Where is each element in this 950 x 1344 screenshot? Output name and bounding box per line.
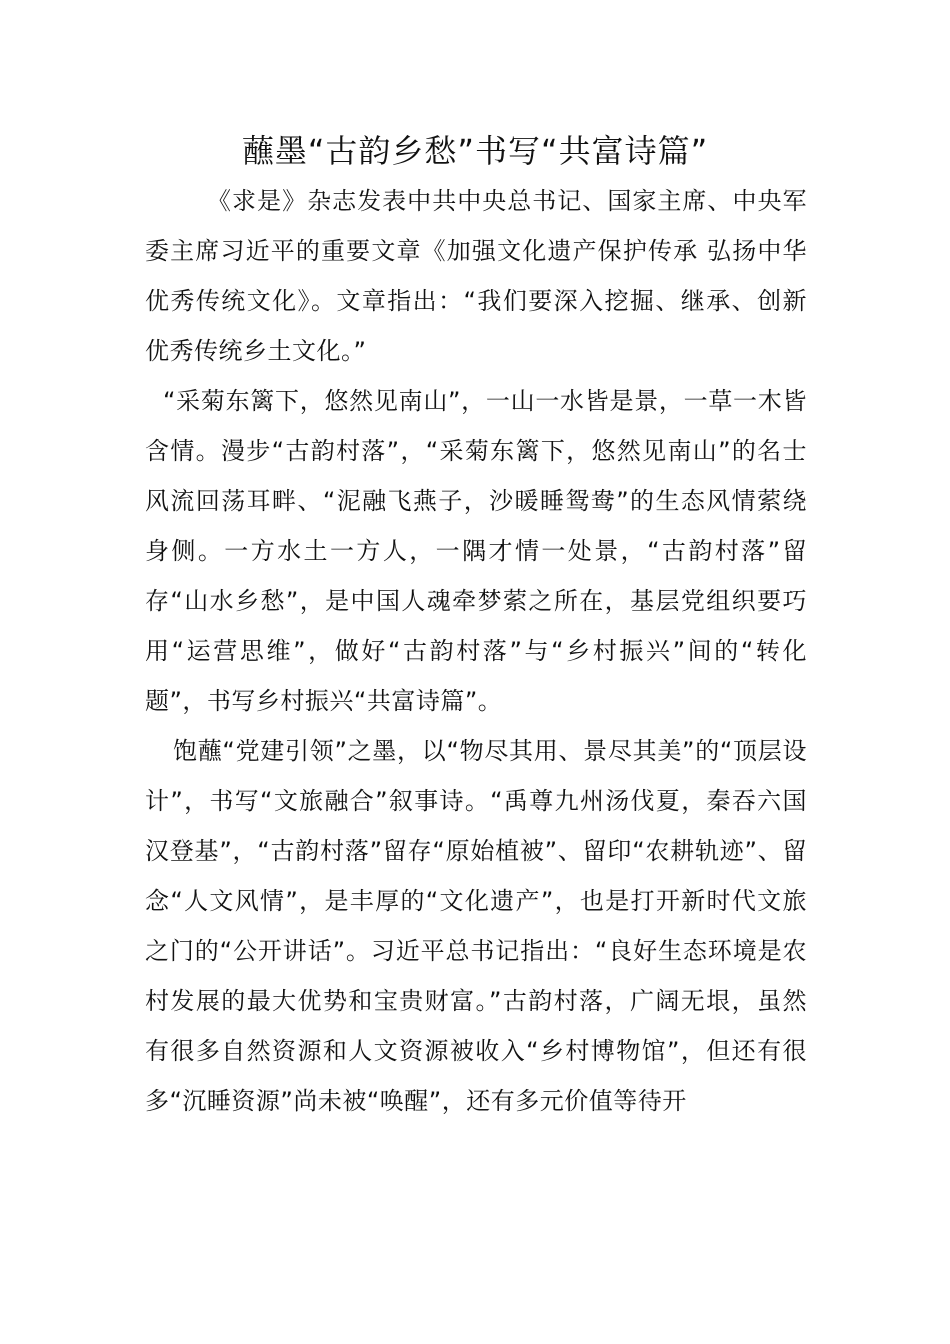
article-body bbox=[145, 176, 807, 1126]
paragraph-intro: 《求是》杂志发表中共中央总书记、国家主席、中央军委主席习近平的重要文章《加强文化遗产保护传承 弘扬中华优秀传统文化》。文章指出：“我们要深入挖掘、继承、创新优秀传统乡土文化。” bbox=[145, 187, 807, 365]
article-title: 蘸墨“古韵乡愁”书写“共富诗篇” bbox=[241, 132, 709, 170]
paragraph-scenery: “采菊东篱下，悠然见南山”，一山一水皆是景，一草一木皆含情。漫步“古韵村落”，“采菊东篱下，悠然见南山”的名士风流回荡耳畔、“泥融飞燕子，沙暖睡鸳鸯”的生态风情萦绕身侧。一方水土一方人，一隅才情一处景，“古韵村落”留存“山水乡愁”，是中国人魂牵梦萦之所在，基层党组织要巧用“运营思维”，做好“古韵村落”与“乡村振兴”间的“转化题”，书写乡村振兴“共富诗篇”。 bbox=[145, 387, 807, 715]
paragraph-culture-tourism: 饱蘸“党建引领”之墨，以“物尽其用、景尽其美”的“顶层设计”，书写“文旅融合”叙事诗。“禹尊九州汤伐夏，秦吞六国汉登基”，“古韵村落”留存“原始植被”、留印“农耕轨迹”、留念“人文风情”，是丰厚的“文化遗产”，也是打开新时代文旅之门的“公开讲话”。习近平总书记指出：“良好生态环境是农村发展的最大优势和宝贵财富。”古韵村落，广阔无垠，虽然有很多自然资源和人文资源被收入“乡村博物馆”，但还有很多“沉睡资源”尚未被“唤醒”，还有多元价值等待开 bbox=[145, 737, 807, 1115]
